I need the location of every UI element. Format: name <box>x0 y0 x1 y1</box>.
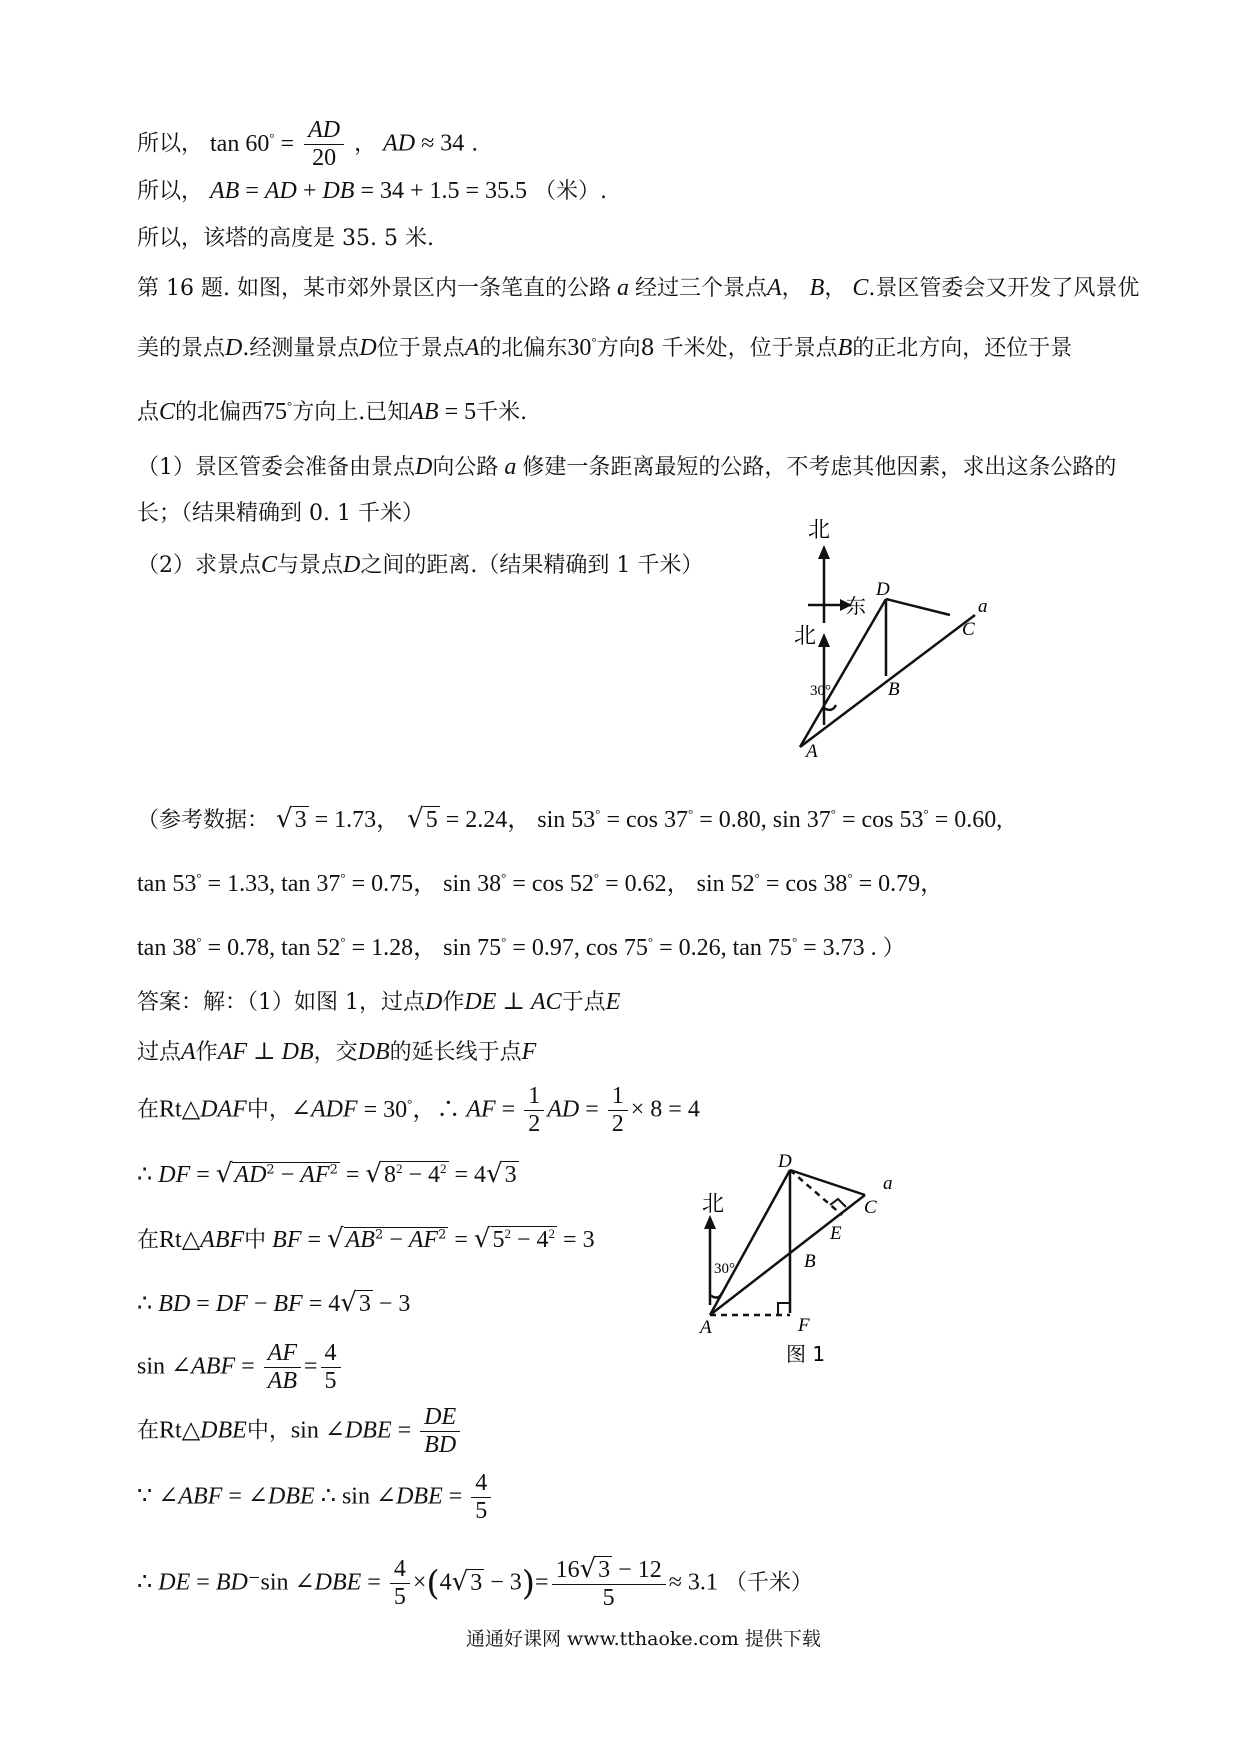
east-label: 东 <box>846 594 866 618</box>
text: 中， <box>246 1097 291 1123</box>
text: 中 <box>244 1228 267 1253</box>
text: 长；（结果精确到 0. 1 千米） <box>137 501 424 526</box>
ans-line-6: ∴ BD = DF − BF = 4√3 − 3 <box>137 1288 411 1318</box>
text: 之间的距离.（结果精确到 1 千米） <box>360 553 704 578</box>
angle-label: 30° <box>810 683 831 699</box>
text: 在 <box>137 1418 160 1444</box>
ans-line-7: sin ∠ABF = $\frac{AF}{AB}$ = $\frac{4}{5}$ <box>137 1340 344 1395</box>
q16-line-3: 点C的北偏西75°方向上.已知AB = 5千米. <box>137 398 528 425</box>
text: ） <box>882 936 905 961</box>
q16-sub1-line-2 <box>137 503 424 525</box>
text: .经测量景点 <box>242 336 360 361</box>
footer: 通通好课网 www.tthaoke.com 提供下载 <box>466 1628 821 1650</box>
text: 所以，该塔的高度是 35. 5 米. <box>137 226 434 251</box>
question-diagram <box>780 518 1010 765</box>
text: 所以， <box>137 179 204 204</box>
point-d: D <box>778 1151 792 1172</box>
text: 方向8 千米处，位于景点 <box>596 336 838 361</box>
ans-line-10: ∴ DE = BD⁻sin ∠DBE = $\frac{4}{5}$ ×(4√3 − 3)= $\frac{16√3 - 12}{5}$ ≈ 3.1 （千米） <box>137 1554 813 1612</box>
ref-line-3: tan 38° = 0.78, tan 52° = 1.28， sin 75° = 0.97, cos 75° = 0.26, tan 75° = 3.73 . ） <box>137 934 905 961</box>
text: （2）求景点 <box>137 553 261 578</box>
point-c: C <box>864 1197 877 1218</box>
line-tan60 <box>137 117 478 172</box>
text: 千米. <box>476 400 528 425</box>
figure-1-diagram <box>690 1151 910 1370</box>
north-arrow-icon <box>704 1215 716 1229</box>
north-label: 北 <box>702 1192 725 1217</box>
point-b: B <box>804 1251 816 1272</box>
text: 在 <box>137 1097 160 1123</box>
q16-sub2: （2）求景点C与景点D之间的距离.（结果精确到 1 千米） <box>137 552 704 578</box>
north-arrow-icon <box>818 633 830 647</box>
text: 的正北方向，还位于景 <box>852 336 1073 361</box>
q16-sub1-line-1: （1）景区管委会准备由景点D向公路 a 修建一条距离最短的公路，不考虑其他因素，求出这条公路的 <box>137 454 1117 480</box>
point-b: B <box>888 679 900 700</box>
text: 过点 <box>137 1040 182 1065</box>
point-e: E <box>830 1223 842 1244</box>
text: （参考数据： <box>137 808 270 833</box>
point-a-road: a <box>883 1173 893 1194</box>
math: AB <box>210 178 240 204</box>
text: 修建一条距离最短的公路，不考虑其他因素，求出这条公路的 <box>522 455 1117 480</box>
figure-caption: 图 1 <box>786 1342 826 1366</box>
point-a: A <box>806 741 818 762</box>
point-f: F <box>798 1315 810 1336</box>
ans-line-5: 在Rt△ABF中 BF = $√AB^2 - AF^2 = √5^2 - 4^2 = 3$ <box>137 1224 595 1254</box>
angle-label: 30° <box>714 1261 735 1277</box>
text: 作 <box>195 1040 218 1065</box>
math: AD <box>383 130 416 157</box>
text: 在 <box>137 1228 160 1253</box>
text: 经过三个景点 <box>634 276 767 301</box>
ans-line-3: 在Rt△DAF中，∠ADF = 30°，∴ AF = $\frac{1}{2}$ AD = $\frac{1}{2}$ × 8 = 4 <box>137 1083 700 1138</box>
ans-line-9: ∵ ∠ABF = ∠DBE ∴ sin ∠DBE = $\frac{4}{5}$ <box>137 1470 494 1525</box>
north-label: 北 <box>808 518 831 543</box>
ref-line-2: tan 53° = 1.33, tan 37° = 0.75， sin 38° = cos 52° = 0.62， sin 52° = cos 38° = 0.79， <box>137 870 945 897</box>
ref-line-1: （参考数据： √3 = 1.73， √5 = 2.24， sin 53° = cos 37° = 0.80, sin 37° = cos 53° = 0.60, <box>137 804 1003 834</box>
text: 向公路 <box>432 455 499 480</box>
text: 的北偏西 <box>175 400 264 425</box>
text: （千米） <box>724 1570 813 1596</box>
ans-line-8: 在Rt△DBE中，sin ∠DBE = $\frac{DE}{BD}$ <box>137 1404 463 1459</box>
text: .景区管委会又开发了风景优 <box>868 276 1140 301</box>
text: （1）景区管委会准备由景点 <box>137 455 415 480</box>
ans-line-4: ∴ DF = $√AD^2 - AF^2 = √8^2 - 4^2 = 4√3$ <box>137 1159 517 1189</box>
text: 位于景点 <box>376 336 465 361</box>
point-a: A <box>700 1317 712 1338</box>
text: 作 <box>442 990 465 1015</box>
text: 的延长线于点 <box>389 1040 522 1065</box>
line-tower-height <box>137 228 434 250</box>
north-label: 北 <box>794 624 817 649</box>
fraction: $\frac{AD}{20}$ <box>304 117 344 172</box>
text: 与景点 <box>277 553 344 578</box>
q16-line-2: 美的景点D.经测量景点D位于景点A的北偏东30°方向8 千米处，位于景点B的正北方向，还位于景 <box>137 334 1073 361</box>
math: ≈ 34 <box>415 130 465 157</box>
text: 中， <box>246 1418 291 1444</box>
line-ab-sum: 所以， AB = AD + DB = 34 + 1.5 = 35.5 （米）. <box>137 178 608 204</box>
north-arrow-icon <box>818 545 830 559</box>
point-a-road: a <box>978 596 988 617</box>
text: 美的景点 <box>137 336 226 361</box>
text: 于点 <box>561 990 606 1015</box>
text: 所以， <box>137 131 204 157</box>
text: 第 16 题. 如图，某市郊外景区内一条笔直的公路 <box>137 276 611 301</box>
text: ， <box>354 131 377 157</box>
point-c: C <box>962 619 975 640</box>
text: 的北偏东 <box>479 336 568 361</box>
text: 方向上.已知 <box>292 400 410 425</box>
text: 点 <box>137 400 160 425</box>
point-d: D <box>876 579 890 600</box>
text: . <box>471 131 479 157</box>
math: tan 60° = <box>210 129 295 157</box>
text: （米）. <box>534 179 608 204</box>
q16-line-1: 第 16 题. 如图，某市郊外景区内一条笔直的公路 a 经过三个景点A， B， C.景区管委会又开发了风景优 <box>137 275 1140 301</box>
ans-line-2: 过点A作AF ⊥ DB，交DB的延长线于点F <box>137 1039 537 1065</box>
text: 答案：解：（1）如图 1，过点 <box>137 990 425 1015</box>
ans-line-1: 答案：解：（1）如图 1，过点D作DE ⊥ AC于点E <box>137 989 621 1015</box>
text: ，交 <box>313 1040 358 1065</box>
